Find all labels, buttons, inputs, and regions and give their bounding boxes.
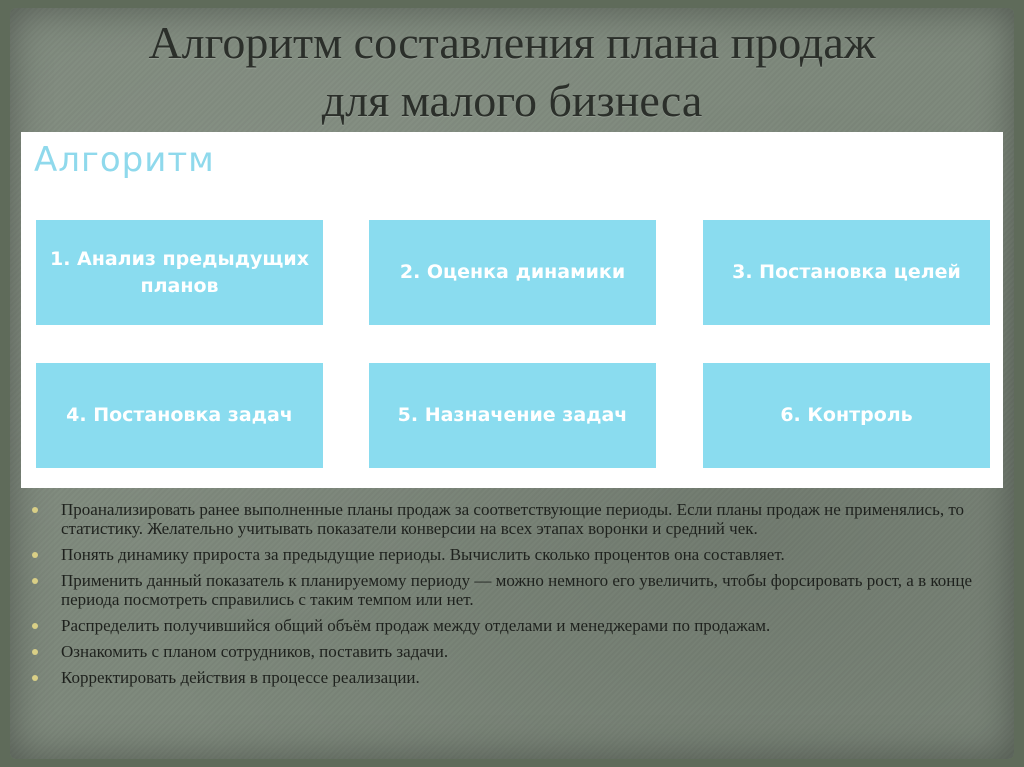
bullet-list [28,500,978,694]
step-label-5: 5. Назначение задач [397,404,628,426]
slide-title-line-1: Алгоритм составления плана продаж [148,17,876,68]
step-label-1: 1. Анализ предыдущих планов [49,247,310,297]
algorithm-heading: Алгоритм [34,140,215,180]
step-label-2: 2. Оценка динамики [399,261,626,283]
slide-title-line-2: для малого бизнеса [321,75,703,126]
bullet-item: Ознакомить с планом сотрудников, поставить задачи. [28,642,978,661]
step-label-6: 6. Контроль [780,404,913,426]
step-box-2 [369,220,656,325]
bullet-item: Корректировать действия в процессе реализации. [28,668,978,687]
algorithm-panel [21,132,1003,488]
bullet-item: Проанализировать ранее выполненные планы продаж за соответствующие периоды. Если планы продаж не применялись, то статистику. Желательно учитывать показатели конверсии на всех этапах воронки и средний чек. [28,500,978,538]
step-box-6 [703,363,990,468]
step-box-5 [369,363,656,468]
step-label-3: 3. Постановка целей [732,261,961,283]
bullet-item: Распределить получившийся общий объём продаж между отделами и менеджерами по продажам. [28,616,978,635]
bullet-item: Понять динамику прироста за предыдущие периоды. Вычислить сколько процентов она составляет. [28,545,978,564]
step-box-1 [36,220,323,325]
step-box-4 [36,363,323,468]
step-label-4: 4. Постановка задач [66,404,293,426]
step-box-3 [703,220,990,325]
slide-title [0,14,1024,130]
bullet-item: Применить данный показатель к планируемому периоду — можно немного его увеличить, чтобы форсировать рост, а в конце периода посмотреть справились с таким темпом или нет. [28,571,978,609]
